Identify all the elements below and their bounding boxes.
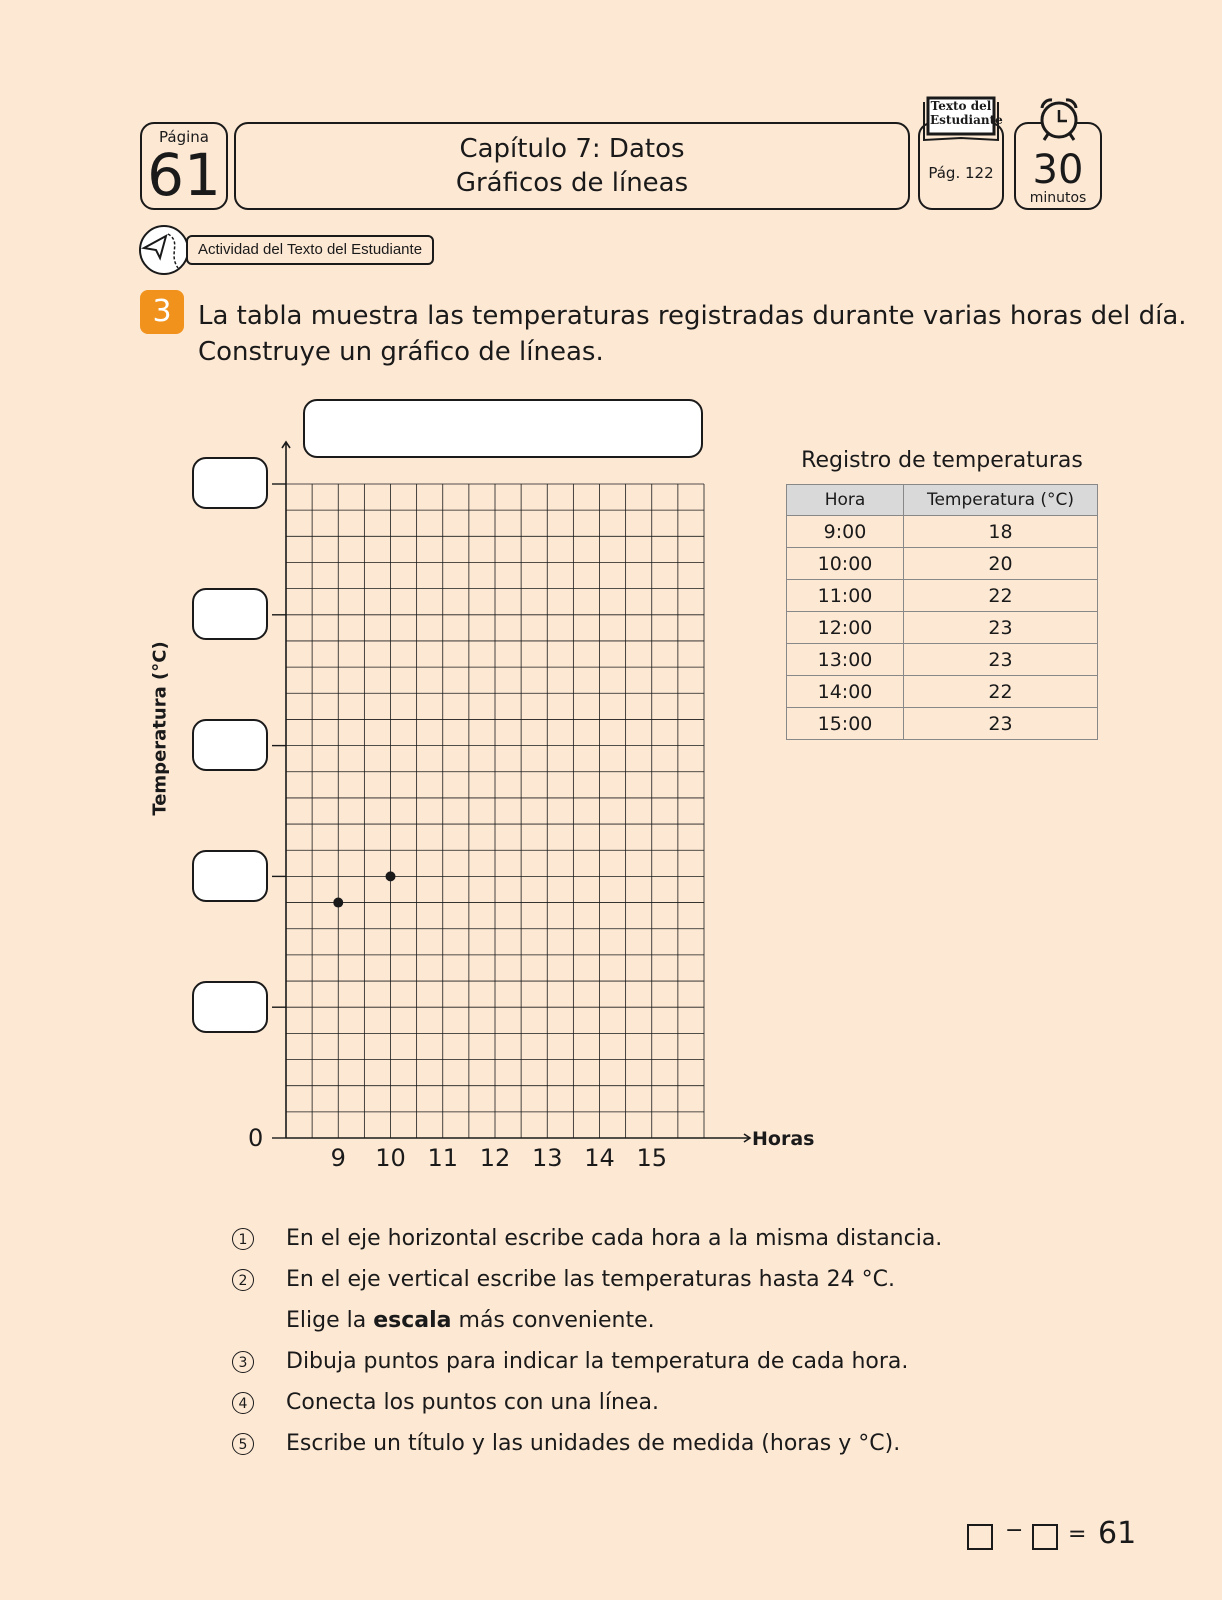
instruction-5: Escribe un título y las unidades de medida (horas y °C). <box>286 1431 901 1456</box>
instruction-marker-2: 2 <box>232 1269 254 1291</box>
instruction-marker-3: 3 <box>232 1351 254 1373</box>
instruction-marker-5: 5 <box>232 1433 254 1455</box>
activity-icon <box>138 224 190 276</box>
book-badge-text: Texto del Estudiante <box>930 99 1003 127</box>
footer-blank-1[interactable] <box>967 1524 993 1550</box>
page-number-box <box>140 122 228 210</box>
chapter-subtitle: Gráficos de líneas <box>455 168 689 198</box>
table-header-hora: Hora <box>787 485 904 516</box>
time-unit: minutos <box>1029 190 1087 206</box>
x-axis-label: Horas <box>752 1128 815 1150</box>
table-cell-hora: 9:00 <box>787 516 904 548</box>
table-cell-hora: 12:00 <box>787 612 904 644</box>
y-value-blank-1[interactable] <box>192 457 268 509</box>
table-cell-temp: 23 <box>904 644 1098 676</box>
y-value-blank-3[interactable] <box>192 719 268 771</box>
y-value-blank-2[interactable] <box>192 588 268 640</box>
activity-label: Actividad del Texto del Estudiante <box>186 235 434 265</box>
y-value-blank-5[interactable] <box>192 981 268 1033</box>
table-header-row <box>787 485 1098 516</box>
x-tick-label: 9 <box>330 1144 346 1172</box>
question-line-2: Construye un gráfico de líneas. <box>198 337 604 367</box>
table-cell-temp: 23 <box>904 708 1098 740</box>
chapter-title: Capítulo 7: Datos <box>459 134 685 164</box>
table-cell-hora: 11:00 <box>787 580 904 612</box>
x-tick-label: 13 <box>531 1144 563 1172</box>
table-row <box>787 612 1098 644</box>
question-number-badge: 3 <box>140 290 184 334</box>
footer-minus: − <box>1005 1518 1024 1543</box>
table-row <box>787 676 1098 708</box>
x-tick-label: 11 <box>427 1144 459 1172</box>
table-cell-temp: 22 <box>904 580 1098 612</box>
table-row <box>787 548 1098 580</box>
data-point <box>386 871 396 881</box>
time-value: 30 <box>1032 147 1084 193</box>
table-cell-hora: 14:00 <box>787 676 904 708</box>
table-cell-hora: 13:00 <box>787 644 904 676</box>
instruction-2: En el eje vertical escribe las temperaturas hasta 24 °C. <box>286 1267 895 1292</box>
table-cell-temp: 18 <box>904 516 1098 548</box>
y-origin-label: 0 <box>248 1124 264 1152</box>
x-tick-label: 12 <box>479 1144 511 1172</box>
textbook-page: Pág. 122 <box>928 164 994 182</box>
instruction-2-continued <box>286 1307 655 1335</box>
instruction-marker-4: 4 <box>232 1392 254 1414</box>
instruction-marker-1: 1 <box>232 1228 254 1250</box>
instruction-2-text-after: más conveniente. <box>451 1308 655 1333</box>
y-value-blank-4[interactable] <box>192 850 268 902</box>
chart-grid <box>260 436 760 1146</box>
footer-blank-2[interactable] <box>1032 1524 1058 1550</box>
table-cell-hora: 15:00 <box>787 708 904 740</box>
table-cell-hora: 10:00 <box>787 548 904 580</box>
footer-equals: = <box>1068 1522 1087 1547</box>
instruction-3: Dibuja puntos para indicar la temperatura de cada hora. <box>286 1349 909 1374</box>
footer-value: 61 <box>1098 1516 1137 1551</box>
chapter-title-box <box>234 122 910 210</box>
x-tick-label: 10 <box>375 1144 406 1172</box>
page-number: 61 <box>147 141 221 209</box>
y-axis-label: Temperatura (°C) <box>149 641 171 816</box>
instruction-1: En el eje horizontal escribe cada hora a la misma distancia. <box>286 1226 943 1251</box>
table-row <box>787 644 1098 676</box>
x-tick-label: 14 <box>584 1144 615 1172</box>
table-cell-temp: 20 <box>904 548 1098 580</box>
page-label: Página <box>159 128 209 146</box>
data-point <box>333 898 343 908</box>
instruction-2-text-before: Elige la <box>286 1308 374 1333</box>
table-row <box>787 708 1098 740</box>
book-icon <box>922 94 1003 144</box>
table-row <box>787 580 1098 612</box>
table-header-temperatura: Temperatura (°C) <box>904 485 1098 516</box>
question-line-1: La tabla muestra las temperaturas registradas durante varias horas del día. <box>198 301 1187 331</box>
temperature-table <box>786 484 1098 740</box>
table-title: Registro de temperaturas <box>801 448 1083 473</box>
table-row <box>787 516 1098 548</box>
table-cell-temp: 23 <box>904 612 1098 644</box>
x-tick-label: 15 <box>636 1144 668 1172</box>
instruction-2-bold-word: escala <box>373 1308 452 1333</box>
alarm-clock-icon <box>1034 96 1084 142</box>
table-cell-temp: 22 <box>904 676 1098 708</box>
instruction-4: Conecta los puntos con una línea. <box>286 1390 659 1415</box>
